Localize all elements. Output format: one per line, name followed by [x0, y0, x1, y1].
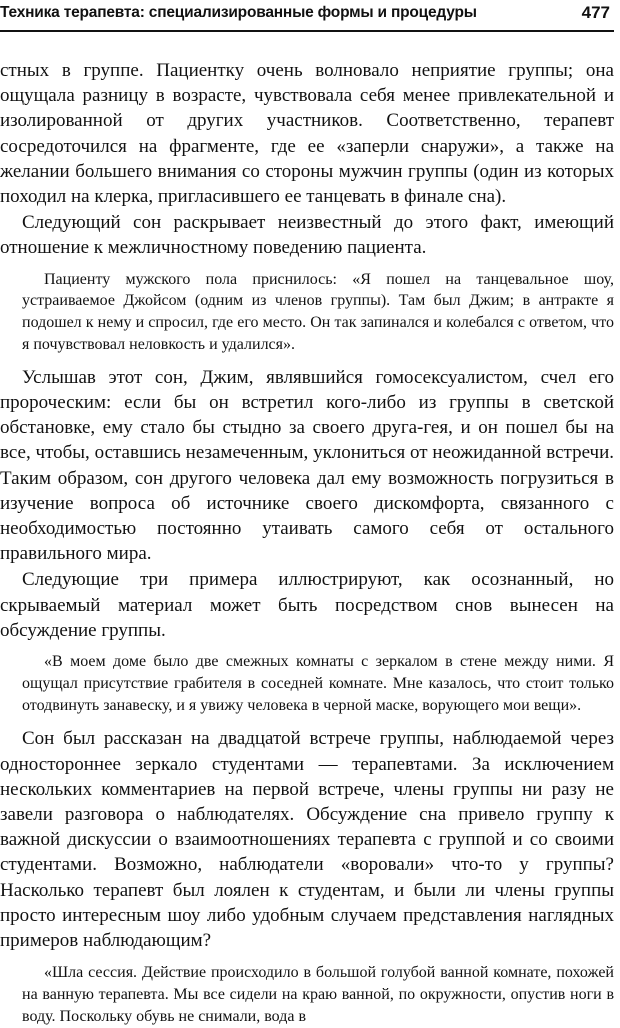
quote-1: Пациенту мужского пола приснилось: «Я пошел на танцевальное шоу, устраиваемое Джойсом (одним из членов группы). Там был Джим; в антракте я подошел к нему и спросил, где его место. Он так запинался и колебался с ответом, что я почувствовал неловкость и удалился». — [22, 270, 614, 354]
paragraph-1: стных в группе. Пациентку очень волновало неприятие группы; она ощущала разницу в возрасте, чувствовала себя менее привлекательной и изолированной от других участников. Соответственно, терапевт сосредоточился на фрагменте, где ее «заперли снаружи», а также на желании большего внимания со стороны мужчин группы (один из которых походил на клерка, пригласившего ее танцевать в финале сна). — [0, 60, 614, 208]
body-text — [0, 58, 614, 1028]
quote-2: «В моем доме было две смежных комнаты с зеркалом в стене между ними. Я ощущал присутствие грабителя в соседней комнате. Мне казалось, что стоит только отодвинуть занавеску, и я увижу человека в черной маске, ворующего мои вещи». — [22, 653, 614, 714]
paragraph-3: Услышав этот сон, Джим, являвшийся гомосексуалистом, счел его пророческим: если бы он встретил кого-либо из группы в светской обстановке, ему стало бы стыдно за своего друга-гея, и он пошел бы на все, чтобы, оставшись незамеченным, уклониться от неожиданной встречи. Таким образом, сон другого человека дал ему возможность погрузиться в изучение вопроса об источнике своего дискомфорта, связанного с необходимостью постоянно утаивать самого себя от остального правильного мира. — [0, 366, 614, 565]
quote-3: «Шла сессия. Действие происходило в большой голубой ванной комнате, похожей на ванную терапевта. Мы все сидели на краю ванной, по окружности, опустив ноги в воду. Поскольку обувь не снимали, вода в — [22, 964, 614, 1025]
running-title: Техника терапевта: специализированные формы и процедуры — [0, 4, 477, 21]
paragraph-2: Следующий сон раскрывает неизвестный до этого факт, имеющий отношение к межличностному поведению пациента. — [0, 212, 614, 259]
paragraph-4: Следующие три примера иллюстрируют, как осознанный, но скрываемый материал может быть посредством снов вынесен на обсуждение группы. — [0, 569, 614, 641]
page-number: 477 — [581, 3, 610, 22]
paragraph-5: Сон был рассказан на двадцатой встрече группы, наблюдаемой через одностороннее зеркало студентами — терапевтами. За исключением нескольких комментариев на первой встрече, члены группы ни разу не завели разговора о наблюдателях. Обсуждение сна привело группу к важной дискуссии о взаимоотношениях терапевта с группой и со своими студентами. Возможно, наблюдатели «воровали» что-то у группы? Насколько терапевт был лоялен к студентам, и были ли члены группы просто интересным шоу либо удобным случаем представления наглядных примеров наблюдающим? — [0, 728, 614, 952]
running-header — [0, 2, 614, 32]
